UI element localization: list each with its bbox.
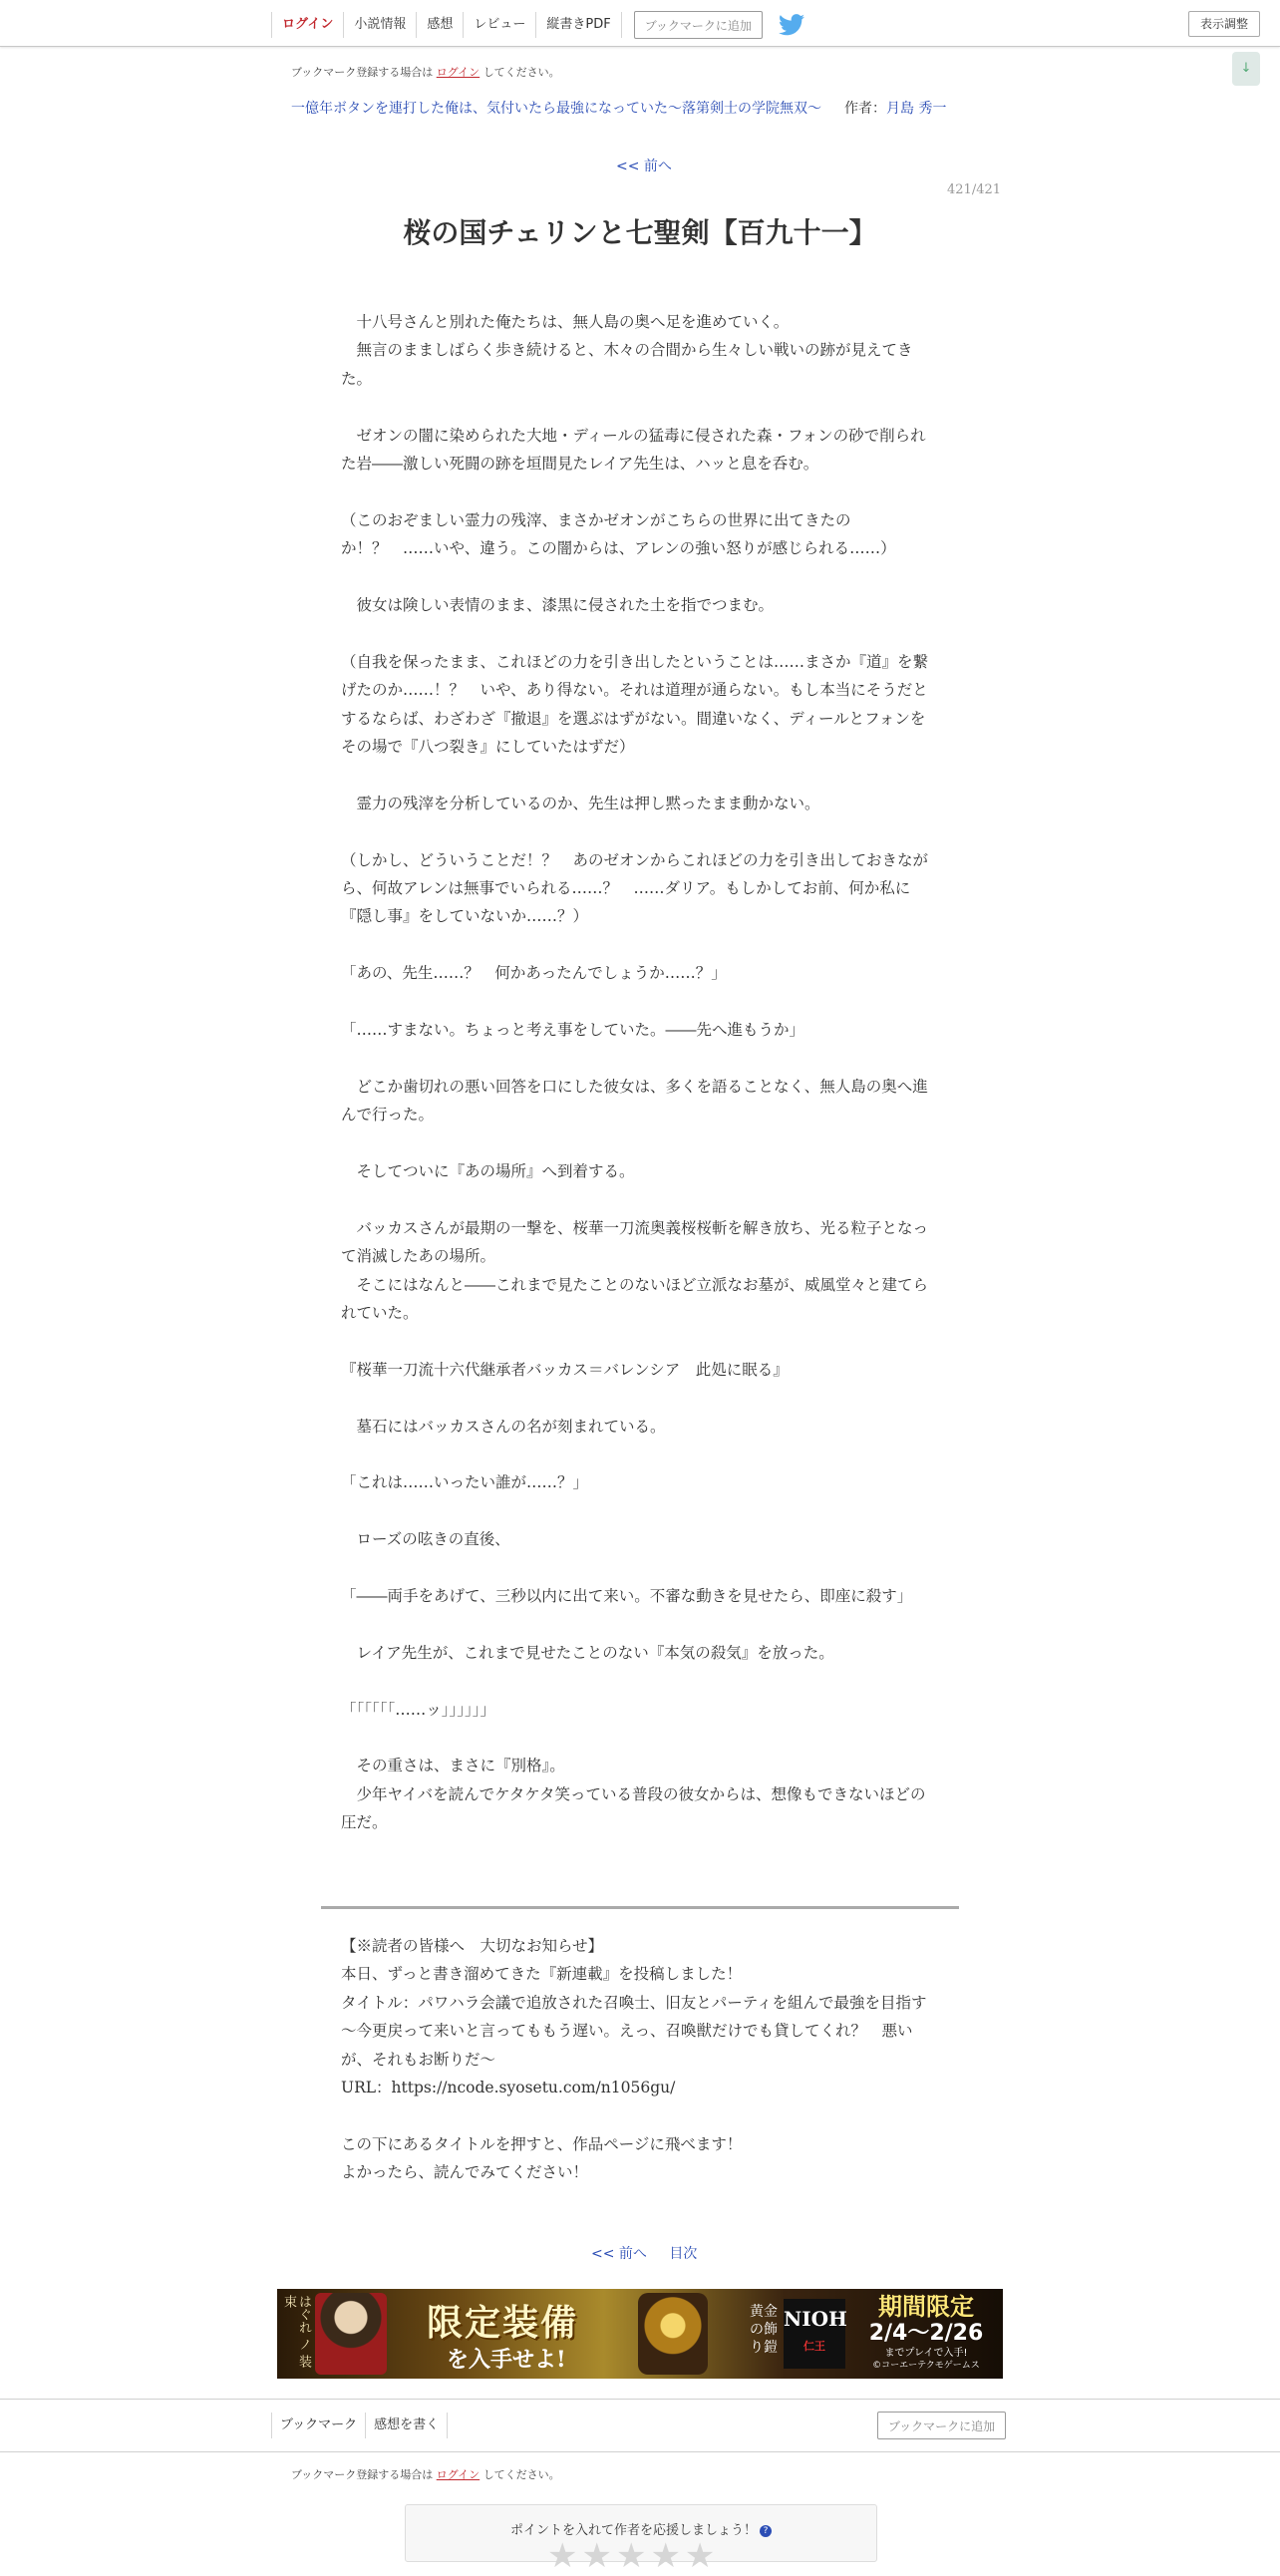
- prev-page-link-top[interactable]: << 前へ: [616, 159, 672, 174]
- series-title-link[interactable]: 一億年ボタンを連打した俺は、気付いたら最強になっていた～落第剣士の学院無双～: [291, 101, 821, 117]
- afterword-paragraph: よかったら、読んでみてください！: [341, 2163, 589, 2182]
- body-blank-line: [341, 1554, 939, 1582]
- body-blank-line: [341, 1724, 939, 1752]
- body-paragraph: そこにはなんと――これまで見たことのないほど立派なお墓が、威風堂々と建てられていた。: [341, 1275, 929, 1323]
- body-blank-line: [341, 1667, 939, 1695]
- write-impression-link[interactable]: 感想を書く: [365, 2413, 448, 2438]
- body-paragraph: ローズの呟きの直後、: [341, 1530, 510, 1549]
- author-line: [844, 98, 946, 118]
- ad-dates: 2/4～2/26: [868, 2321, 984, 2346]
- body-paragraph: そしてついに『あの場所』へ到着する。: [341, 1162, 635, 1181]
- bottom-bookmark-add-button[interactable]: ブックマークに追加: [877, 2412, 1006, 2439]
- body-paragraph: 十八号さんと別れた俺たちは、無人島の奥へ足を進めていく。: [341, 313, 790, 331]
- bookmark-add-button[interactable]: ブックマークに追加: [634, 11, 763, 39]
- body-paragraph: 無言のまましばらく歩き続けると、木々の合間から生々しい戦いの跡が見えてきた。: [341, 341, 913, 388]
- login-note-bottom: [291, 2466, 560, 2482]
- body-paragraph: 墓石にはバッカスさんの名が刻まれている。: [341, 1417, 666, 1436]
- ad-side-text: はぐれ ノ 装束: [281, 2295, 311, 2369]
- login-note-suffix: してください。: [482, 66, 560, 79]
- body-paragraph: 「――両手をあげて、三秒以内に出て来い。不審な動きを見せたら、即座に殺す」: [341, 1587, 913, 1606]
- ad-main-text: 限定装備: [427, 2302, 579, 2344]
- ad-sub-text: を入手せよ!: [447, 2347, 566, 2373]
- body-paragraph: レイア先生が、これまで見せたことのない『本気の殺気』を放った。: [341, 1643, 834, 1662]
- afterword-paragraph: 【※読者の皆様へ 大切なお知らせ】: [341, 1937, 604, 1955]
- afterword: [341, 1932, 939, 2187]
- body-blank-line: [341, 1129, 939, 1157]
- afterword-divider: [321, 1906, 959, 1909]
- body-paragraph: 「これは……いったい誰が……？」: [341, 1473, 589, 1492]
- ad-logo-text: NIOH: [784, 2307, 847, 2331]
- login-note-bottom-suffix: してください。: [482, 2468, 560, 2481]
- body-paragraph: 「あの、先生……？ 何かあったんでしょうか……？」: [341, 964, 727, 983]
- help-icon[interactable]: ?: [760, 2525, 772, 2537]
- body-paragraph: 彼女は険しい表情のまま、漆黒に侵された土を指でつまむ。: [341, 596, 775, 615]
- ad-copyright: ©コーエーテクモゲームス: [872, 2361, 980, 2371]
- body-blank-line: [341, 988, 939, 1016]
- body-paragraph: どこか歯切れの悪い回答を口にした彼女は、多くを語ることなく、無人島の奥へ進んで行った。: [341, 1077, 928, 1125]
- vertical-pdf-link[interactable]: 縦書きPDF: [535, 12, 621, 38]
- display-settings-button[interactable]: 表示調整: [1188, 11, 1260, 37]
- points-box: [405, 2504, 877, 2576]
- body-blank-line: [341, 1610, 939, 1638]
- bottom-toolbar: [0, 2399, 1280, 2452]
- page-number: 421/421: [947, 182, 1002, 197]
- prev-page-link-bottom[interactable]: << 前へ: [591, 2246, 647, 2262]
- ad-armor-image: [638, 2293, 708, 2375]
- ad-character-image: [315, 2293, 387, 2375]
- chapter-title: 桜の国チェリンと七聖剣【百九十一】: [403, 216, 877, 249]
- body-blank-line: [341, 619, 939, 647]
- login-note-text: ブックマーク登録する場合は: [291, 66, 434, 79]
- top-navigation-bar: [0, 0, 1280, 47]
- login-note-bottom-text: ブックマーク登録する場合は: [291, 2468, 434, 2481]
- body-paragraph: 少年ヤイバを読んでケタケタ笑っている普段の彼女からは、想像もできないほどの圧だ。: [341, 1784, 926, 1832]
- ad-logo-sub: 仁王: [803, 2340, 825, 2353]
- body-paragraph: （このおぞましい霊力の残滓、まさかゼオンがこちらの世界に出てきたのか！？ ……いや、違う。この闇からは、アレンの強い怒りが感じられる……）: [341, 510, 896, 558]
- login-note-bottom-link[interactable]: ログイン: [436, 2468, 480, 2481]
- body-blank-line: [341, 1185, 939, 1213]
- afterword-blank-line: [341, 2101, 939, 2129]
- afterword-paragraph: この下にあるタイトルを押すと、作品ページに飛べます！: [341, 2134, 743, 2153]
- afterword-paragraph: URL：https://ncode.syosetu.com/n1056gu/: [341, 2079, 676, 2097]
- login-note-link[interactable]: ログイン: [436, 66, 480, 79]
- ad-game-logo: [784, 2299, 845, 2369]
- novel-info-link[interactable]: 小説情報: [343, 12, 416, 38]
- body-blank-line: [341, 1384, 939, 1412]
- top-nav: [271, 10, 804, 40]
- body-blank-line: [341, 1441, 939, 1468]
- body-blank-line: [341, 761, 939, 789]
- body-paragraph: 『桜華一刀流十六代継承者バッカス＝バレンシア 此処に眠る』: [341, 1360, 789, 1379]
- body-paragraph: ゼオンの闇に染められた大地・ディールの猛毒に侵された森・フォンの砂で削られた岩――激しい死闘の跡を垣間見たレイア先生は、ハッと息を呑む。: [341, 426, 926, 474]
- body-paragraph: バッカスさんが最期の一撃を、桜華一刀流奥義桜桜斬を解き放ち、光る粒子となって消滅したあの場所。: [341, 1218, 929, 1266]
- body-blank-line: [341, 1044, 939, 1072]
- body-blank-line: [341, 931, 939, 959]
- points-prompt-text: ポイントを入れて作者を応援しましょう！: [509, 2523, 757, 2538]
- scroll-down-icon[interactable]: ↓: [1232, 52, 1260, 86]
- author-label: 作者：: [844, 101, 886, 117]
- body-blank-line: [341, 478, 939, 505]
- impressions-link[interactable]: 感想: [416, 12, 463, 38]
- body-paragraph: その重さは、まさに『別格』。: [341, 1757, 565, 1775]
- bookmark-link[interactable]: ブックマーク: [271, 2413, 366, 2438]
- body-blank-line: [341, 563, 939, 591]
- rating-stars[interactable]: ★★★★★: [547, 2536, 720, 2576]
- table-of-contents-link[interactable]: 目次: [669, 2246, 698, 2262]
- body-blank-line: [341, 1327, 939, 1355]
- login-link[interactable]: ログイン: [271, 12, 343, 38]
- bottom-links: [271, 2413, 447, 2438]
- body-paragraph: 霊力の残滓を分析しているのか、先生は押し黙ったまま動かない。: [341, 794, 820, 812]
- body-paragraph: 「……すまない。ちょっと考え事をしていた。――先へ進もうか」: [341, 1021, 805, 1040]
- bottom-page-nav: [591, 2243, 715, 2263]
- ad-play-text: までプレイで入手!: [884, 2348, 968, 2359]
- afterword-paragraph: タイトル：パワハラ会議で追放された召喚士、旧友とパーティを組んで最強を目指す～今更戻って来いと言ってももう遅い。えっ、召喚獣だけでも貸してくれ？ 悪いが、それもお断りだ～: [341, 1993, 927, 2069]
- twitter-icon[interactable]: [779, 14, 804, 36]
- body-blank-line: [341, 817, 939, 845]
- body-paragraph: （自我を保ったまま、これほどの力を引き出したということは……まさか『道』を繋げたのか……！？ いや、あり得ない。それは道理が通らない。もし本当にそうだとするならば、わざわざ『撤退』を選ぶはずがない。間違いなく、ディールとフォンをその場で『八つ裂き』にしていたはずだ）: [341, 652, 929, 757]
- author-link[interactable]: 月島 秀一: [886, 101, 947, 117]
- ad-armor-text: 黄金の飾り鎧: [750, 2304, 778, 2356]
- novel-body: [341, 308, 939, 1837]
- body-blank-line: [341, 393, 939, 421]
- body-blank-line: [341, 1497, 939, 1525]
- afterword-paragraph: 本日、ずっと書き溜めてきた『新連載』を投稿しました！: [341, 1965, 743, 1984]
- review-link[interactable]: レビュー: [463, 12, 535, 38]
- ad-limited-text: 期間限定: [878, 2293, 974, 2321]
- ad-campaign-info: [853, 2293, 999, 2372]
- advertisement-banner[interactable]: [277, 2289, 1003, 2379]
- body-paragraph: 「「「「「「……ッ」」」」」」: [341, 1700, 496, 1719]
- body-paragraph: （しかし、どういうことだ！？ あのゼオンからこれほどの力を引き出しておきながら、何故アレンは無事でいられる……？ ……ダリア。もしかしてお前、何か私に『隠し事』をしていないか……？）: [341, 850, 929, 926]
- login-note: [291, 64, 560, 80]
